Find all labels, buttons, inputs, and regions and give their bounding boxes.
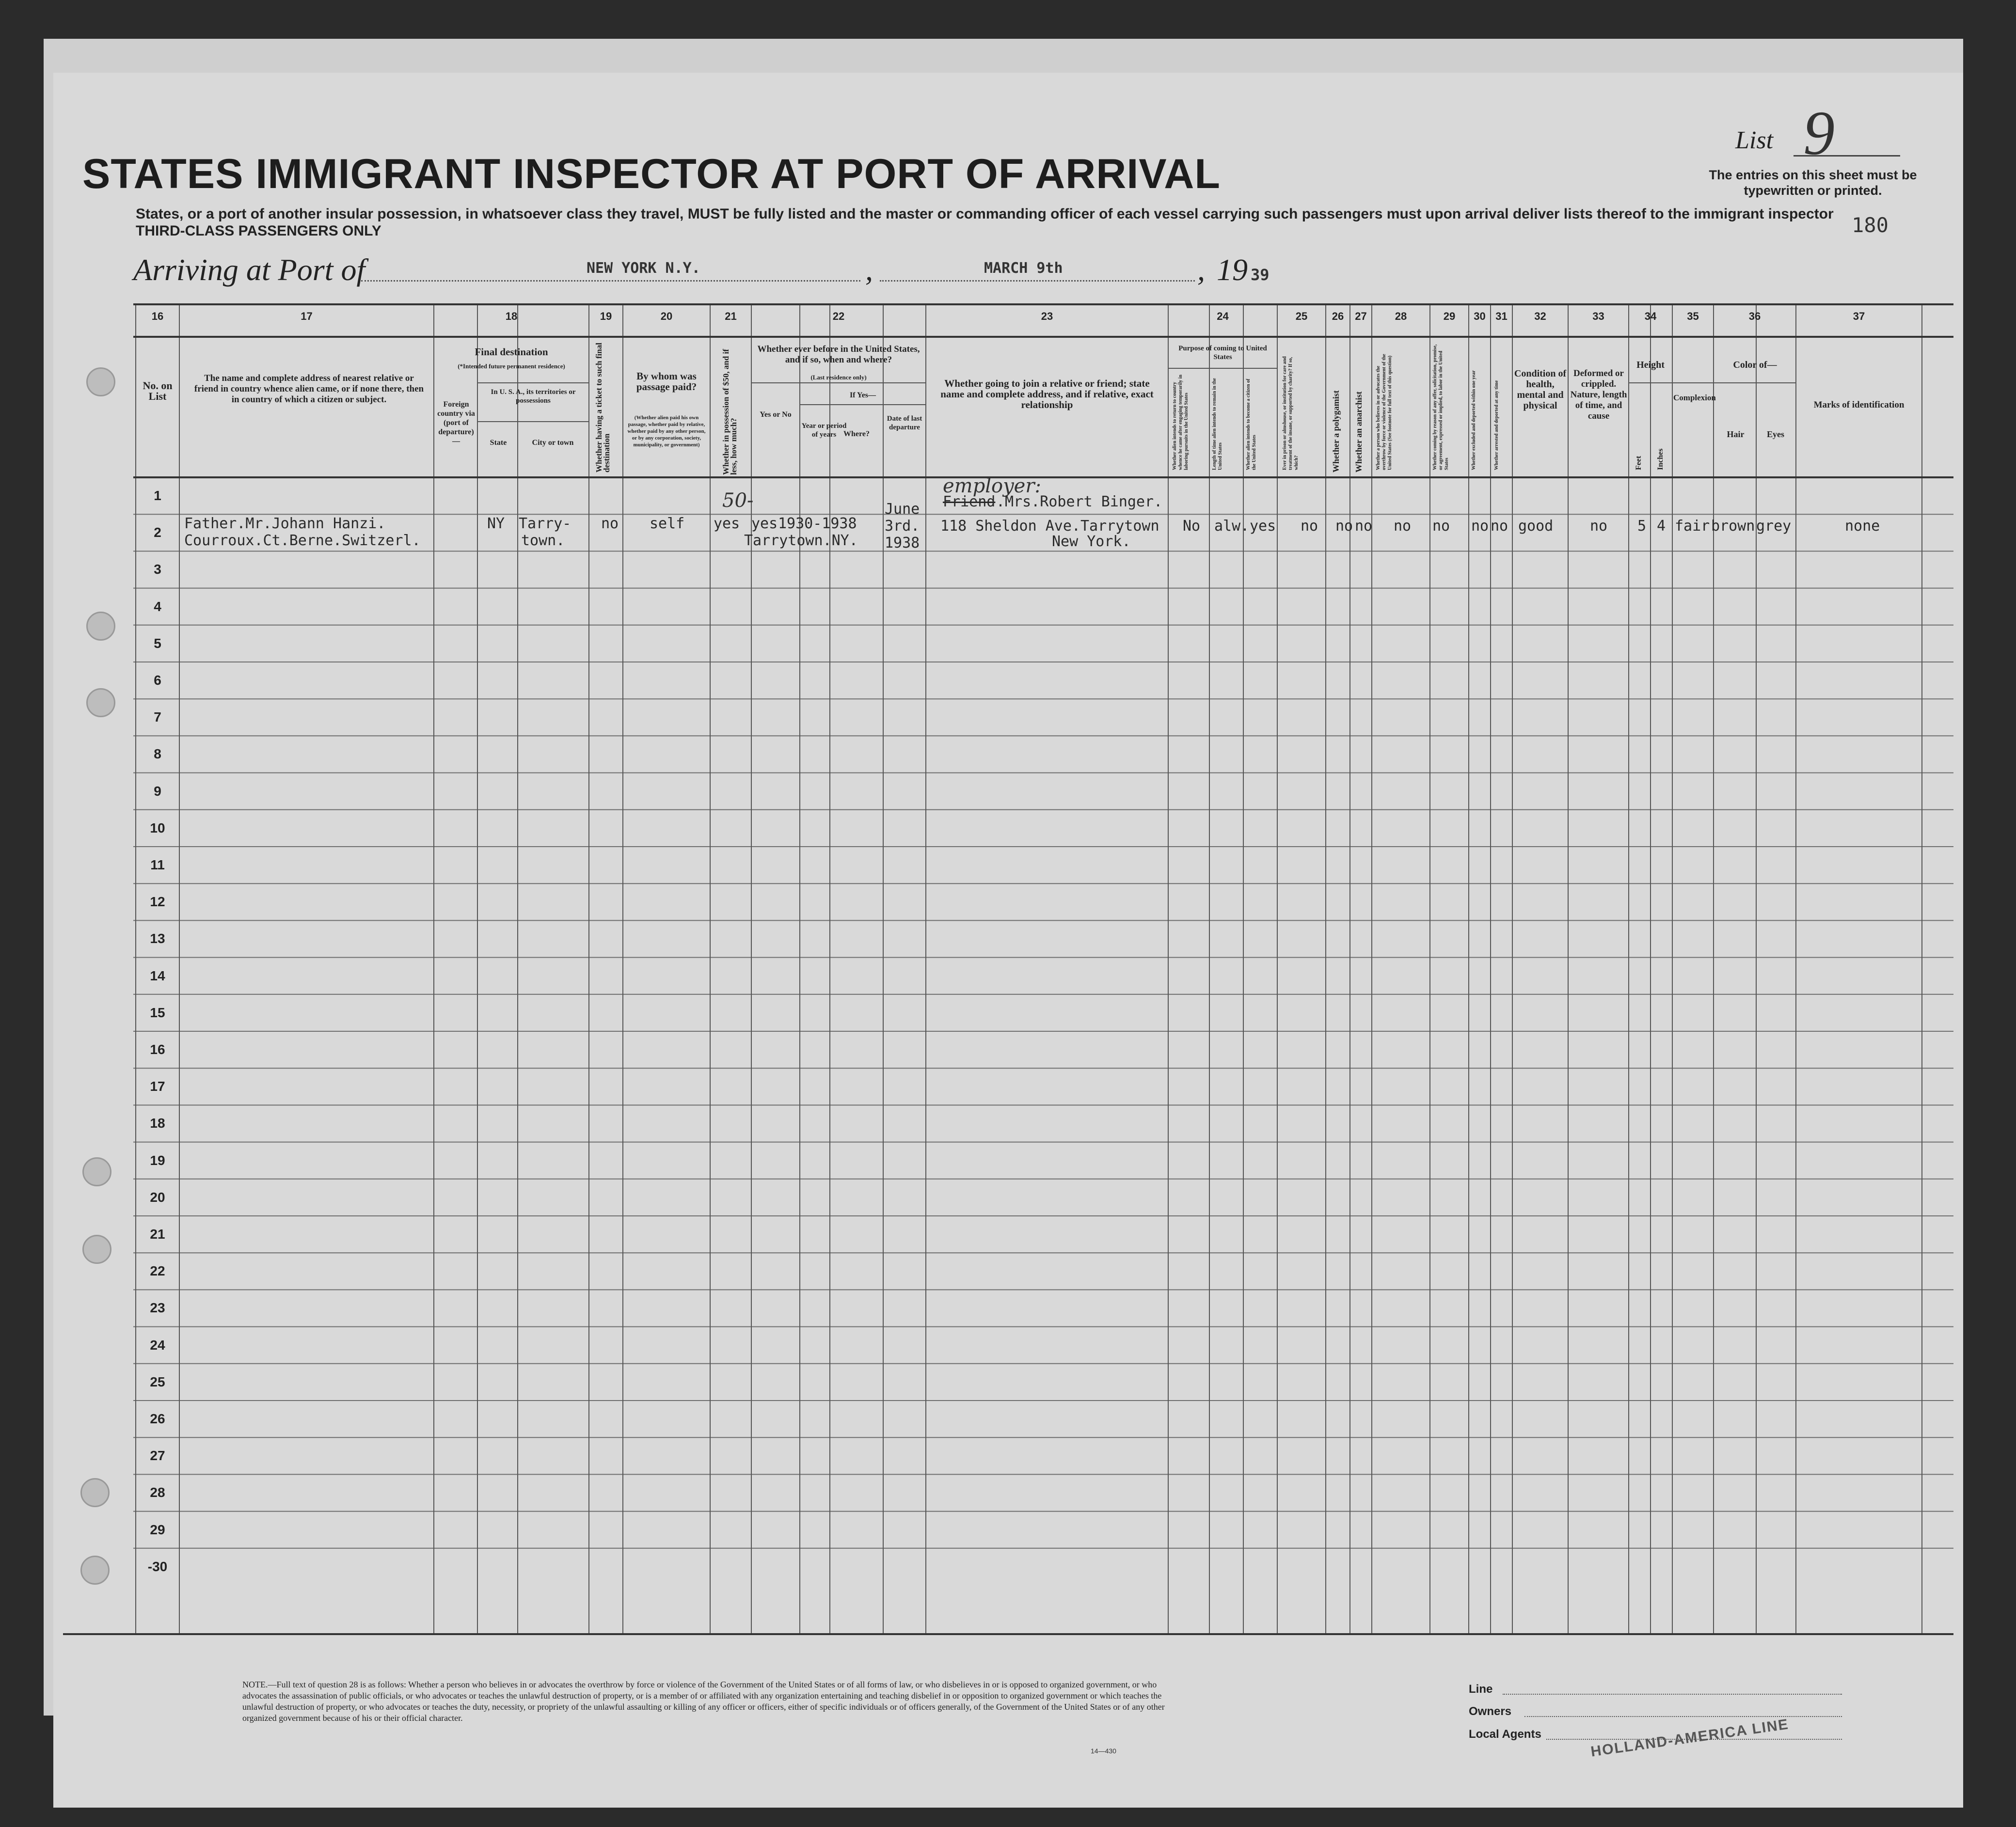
head-if-yes: If Yes— bbox=[849, 391, 876, 399]
port-of-arrival: NEW YORK N.Y. bbox=[587, 260, 700, 277]
ticket-value: no bbox=[601, 515, 619, 532]
colnum-19: 19 bbox=[600, 310, 612, 322]
line-label: Line bbox=[1469, 1683, 1493, 1696]
departure-line1: June bbox=[885, 501, 920, 518]
colnum-21: 21 bbox=[725, 310, 737, 322]
join-line3: New York. bbox=[1052, 533, 1131, 550]
head-q30: Whether excluded and deported within one year bbox=[1471, 370, 1476, 470]
feet-value: 5 bbox=[1637, 518, 1647, 535]
head-before-us-note: (Last residence only) bbox=[810, 374, 867, 381]
money-handwritten: 50- bbox=[722, 489, 754, 512]
colnum-20: 20 bbox=[660, 310, 673, 322]
anarchist-value: no bbox=[1355, 518, 1373, 535]
deformed-value: no bbox=[1590, 518, 1608, 535]
page-subtitle: States, or a port of another insular possession, in whatsoever class they travel, MUST be fully listed and the master or commanding officer of each vessel carrying such passengers must upon arrival deliver lists thereof to the immigrant inspector bbox=[136, 206, 1834, 222]
colnum-22: 22 bbox=[832, 310, 845, 322]
row-number: 6 bbox=[154, 673, 161, 688]
year-prefix: 19 bbox=[1217, 252, 1248, 287]
row-number: 20 bbox=[150, 1189, 165, 1205]
head-q31: Whether arrested and deported at any time bbox=[1494, 380, 1499, 470]
row-number: -30 bbox=[147, 1559, 168, 1574]
row-number: 22 bbox=[150, 1263, 165, 1279]
colnum-18: 18 bbox=[505, 310, 518, 322]
colnum-37: 37 bbox=[1853, 310, 1865, 322]
dest-city-line1: Tarry- bbox=[519, 515, 571, 532]
departure-line3: 1938 bbox=[885, 535, 920, 551]
year-suffix: 39 bbox=[1251, 266, 1270, 284]
passenger-class: THIRD-CLASS PASSENGERS ONLY bbox=[136, 223, 381, 239]
row-number: 3 bbox=[154, 562, 161, 577]
punch-hole bbox=[80, 1478, 110, 1507]
colnum-25: 25 bbox=[1295, 310, 1308, 322]
owners-underline bbox=[1524, 1716, 1842, 1717]
relative-line1: Father.Mr.Johann Hanzi. bbox=[184, 515, 386, 532]
punch-hole bbox=[82, 1235, 111, 1264]
relative-line2: Courroux.Ct.Berne.Switzerl. bbox=[184, 532, 421, 549]
head-money: Whether in possession of $50, and if less, how much? bbox=[721, 349, 738, 475]
q28-value: no bbox=[1394, 518, 1412, 535]
row-number: 17 bbox=[150, 1079, 165, 1094]
colnum-35: 35 bbox=[1687, 310, 1699, 322]
head-year-period: Year or period of years bbox=[801, 422, 847, 439]
colnum-36: 36 bbox=[1748, 310, 1761, 322]
head-purpose-c: Whether alien intends to become a citizen of the United States bbox=[1246, 378, 1257, 470]
head-passage: By whom was passage paid? bbox=[636, 370, 697, 393]
passage-value: self bbox=[650, 515, 685, 532]
head-complexion: Complexion bbox=[1673, 393, 1716, 402]
head-where: Where? bbox=[843, 430, 870, 438]
list-label: List bbox=[1735, 126, 1774, 154]
colnum-23: 23 bbox=[1041, 310, 1053, 322]
head-purpose-b: Length of time alien intends to remain in the United States bbox=[1212, 378, 1223, 470]
footnote-q28: NOTE.—Full text of question 28 is as follows: Whether a person who believes in or advocates the overthrow by force or violence of the Government of the United States or of all forms of law, or who disbelieves in or is opposed to organized government, or who advocates the assassination of public officials, or who advocates or teaches the unlawful destruction of property, or is a member of or affiliated with any organization entertaining and teaching disbelief in or opposition to organized government or which teaches the unlawful destruction of property, or who advocates or teaches the duty, necessity, or propriety of the unlawful assaulting or killing of any officer or officers, either of specific individuals or of officers generally, of the Government of the United States or of any other organized government because of his or their official character. bbox=[242, 1680, 1165, 1723]
head-final-destination: Final destination bbox=[475, 346, 548, 358]
head-city: City or town bbox=[532, 439, 574, 447]
colnum-24: 24 bbox=[1217, 310, 1229, 322]
punch-hole bbox=[86, 688, 115, 717]
join-line1: .Mrs.Robert Binger. bbox=[996, 493, 1163, 510]
line-underline bbox=[1503, 1694, 1842, 1695]
colnum-31: 31 bbox=[1495, 310, 1508, 322]
form-number: 14—430 bbox=[1091, 1747, 1116, 1755]
head-final-destination-note: (*Intended future permanent residence) bbox=[458, 362, 565, 370]
colnum-33: 33 bbox=[1592, 310, 1604, 322]
head-height: Height bbox=[1636, 360, 1665, 370]
join-line2: 118 Sheldon Ave.Tarrytown bbox=[940, 518, 1159, 535]
row-number: 8 bbox=[154, 746, 161, 762]
row-number: 9 bbox=[154, 783, 161, 799]
comma: , bbox=[865, 252, 873, 287]
row-number: 1 bbox=[154, 488, 161, 503]
head-purpose: Purpose of coming to United States bbox=[1178, 345, 1267, 361]
head-color-of: Color of— bbox=[1733, 360, 1777, 370]
row-number: 27 bbox=[150, 1448, 165, 1464]
arrival-date: MARCH 9th bbox=[984, 260, 1063, 277]
row-number: 7 bbox=[154, 709, 161, 725]
head-ticket: Whether having a ticket to such final destination bbox=[594, 343, 611, 472]
health-value: good bbox=[1518, 518, 1554, 535]
comma: , bbox=[1197, 252, 1205, 287]
head-feet: Feet bbox=[1635, 456, 1643, 470]
return-value: No bbox=[1183, 518, 1201, 535]
punch-hole bbox=[86, 367, 115, 396]
colnum-34: 34 bbox=[1644, 310, 1657, 322]
join-struck: Friend bbox=[943, 493, 996, 510]
colnum-26: 26 bbox=[1332, 310, 1344, 322]
punch-hole bbox=[82, 1157, 111, 1186]
row-number: 19 bbox=[150, 1152, 165, 1168]
colnum-27: 27 bbox=[1355, 310, 1367, 322]
sheet-number: 180 bbox=[1852, 213, 1889, 237]
row-number: 15 bbox=[150, 1005, 165, 1020]
where-value: Tarrytown.NY. bbox=[744, 532, 858, 549]
dest-state: NY bbox=[487, 515, 505, 532]
inches-value: 4 bbox=[1657, 518, 1666, 535]
head-hair: Hair bbox=[1727, 429, 1745, 439]
row-number: 21 bbox=[150, 1227, 165, 1242]
head-state: State bbox=[490, 439, 507, 447]
arriving-label: Arriving at Port of bbox=[133, 252, 365, 287]
dest-city-line2: town. bbox=[521, 532, 565, 549]
row-number: 5 bbox=[154, 635, 161, 651]
head-deformed: Deformed or crippled. Nature, length of time, and cause bbox=[1570, 368, 1627, 421]
head-foreign-country: Foreign country via (port of departure)— bbox=[437, 400, 475, 445]
row-number: 18 bbox=[150, 1116, 165, 1131]
colnum-30: 30 bbox=[1474, 310, 1486, 322]
row-number: 16 bbox=[150, 1042, 165, 1057]
owners-label: Owners bbox=[1469, 1705, 1512, 1718]
money-yes: yes bbox=[714, 515, 740, 532]
colnum-17: 17 bbox=[301, 310, 313, 322]
marks-value: none bbox=[1845, 518, 1880, 535]
length-stay-value: alw. bbox=[1214, 518, 1250, 535]
row-number: 11 bbox=[150, 857, 165, 872]
head-before-us: Whether ever before in the United States, and if so, when and where? bbox=[757, 344, 920, 365]
row-number: 14 bbox=[150, 968, 165, 983]
hair-value: brown bbox=[1711, 518, 1755, 535]
row-number: 24 bbox=[150, 1337, 165, 1353]
head-inches: Inches bbox=[1656, 448, 1665, 470]
row-number: 12 bbox=[150, 894, 165, 910]
row-number: 26 bbox=[150, 1411, 165, 1426]
punch-hole bbox=[80, 1556, 110, 1585]
head-polygamist: Whether a polygamist bbox=[1331, 390, 1341, 472]
head-eyes: Eyes bbox=[1767, 429, 1784, 439]
head-relative: The name and complete address of nearest relative or friend in country whence alien came, or if none there, then in country of which a citizen or subject. bbox=[194, 373, 424, 405]
head-yes-no: Yes or No bbox=[760, 410, 792, 419]
row-number: 23 bbox=[150, 1300, 165, 1316]
head-prison: Ever in prison or almshouse, or institution for care and treatment of the insane, or supported by charity? If so, which? bbox=[1282, 356, 1299, 470]
row-number: 25 bbox=[150, 1374, 165, 1389]
entries-note: The entries on this sheet must be typewritten or printed. bbox=[1709, 168, 1917, 198]
q30-value: no bbox=[1471, 518, 1489, 535]
colnum-32: 32 bbox=[1534, 310, 1546, 322]
citizen-value: yes bbox=[1250, 518, 1276, 535]
head-in-usa: In U. S. A., its territories or possessions bbox=[491, 388, 576, 405]
local-agents-label: Local Agents bbox=[1469, 1728, 1541, 1741]
row-number: 29 bbox=[150, 1522, 165, 1537]
head-passage-note: (Whether alien paid his own passage, whether paid by relative, whether paid by any other person, or by any corporation, society, municipality, or government) bbox=[627, 415, 706, 448]
list-number: 9 bbox=[1803, 98, 1835, 168]
colnum-29: 29 bbox=[1443, 310, 1456, 322]
row-number: 2 bbox=[154, 525, 161, 540]
head-anarchist: Whether an anarchist bbox=[1354, 391, 1364, 472]
shipping-line-stamp: HOLLAND-AMERICA LINE bbox=[1589, 1716, 1790, 1760]
punch-hole bbox=[86, 612, 115, 641]
polygamist-value: no bbox=[1335, 518, 1353, 535]
head-purpose-a: Whether alien intends to return to country whence he came after engaging temporarily in laboring pursuits in the United States bbox=[1172, 375, 1189, 470]
head-joining: Whether going to join a relative or friend; state name and complete address, and if relative, exact relationship bbox=[940, 378, 1154, 410]
eyes-value: grey bbox=[1756, 518, 1792, 535]
before-yes: yes bbox=[751, 515, 778, 532]
departure-line2: 3rd. bbox=[885, 518, 920, 535]
row-number: 13 bbox=[150, 931, 165, 946]
colnum-28: 28 bbox=[1395, 310, 1407, 322]
complexion-value: fair bbox=[1675, 518, 1710, 535]
head-no-on-list: No. on List bbox=[143, 379, 173, 402]
prison-value: no bbox=[1301, 518, 1318, 535]
q31-value: no bbox=[1491, 518, 1508, 535]
head-marks: Marks of identification bbox=[1813, 400, 1905, 410]
page-title: STATES IMMIGRANT INSPECTOR AT PORT OF ARRIVAL bbox=[82, 151, 1221, 197]
colnum-16: 16 bbox=[151, 310, 164, 322]
row-number: 28 bbox=[150, 1485, 165, 1500]
row-number: 4 bbox=[154, 598, 161, 614]
join-handwritten: employer: bbox=[943, 475, 1041, 497]
year-period-value: 1930-1938 bbox=[778, 515, 857, 532]
head-q28: Whether a person who believes in or advocates the overthrow by force or violence of the Government of the United States (See footnote for full text of this question) bbox=[1376, 354, 1393, 470]
row-number: 10 bbox=[150, 820, 165, 835]
head-date-departure: Date of last departure bbox=[887, 415, 922, 431]
head-health: Condition of health, mental and physical bbox=[1514, 368, 1567, 411]
q29-value: no bbox=[1432, 518, 1450, 535]
head-q29: Whether coming by reason of any offer, solicitation, promise, or agreement, expressed or implied, to labor in the United States bbox=[1432, 344, 1449, 470]
